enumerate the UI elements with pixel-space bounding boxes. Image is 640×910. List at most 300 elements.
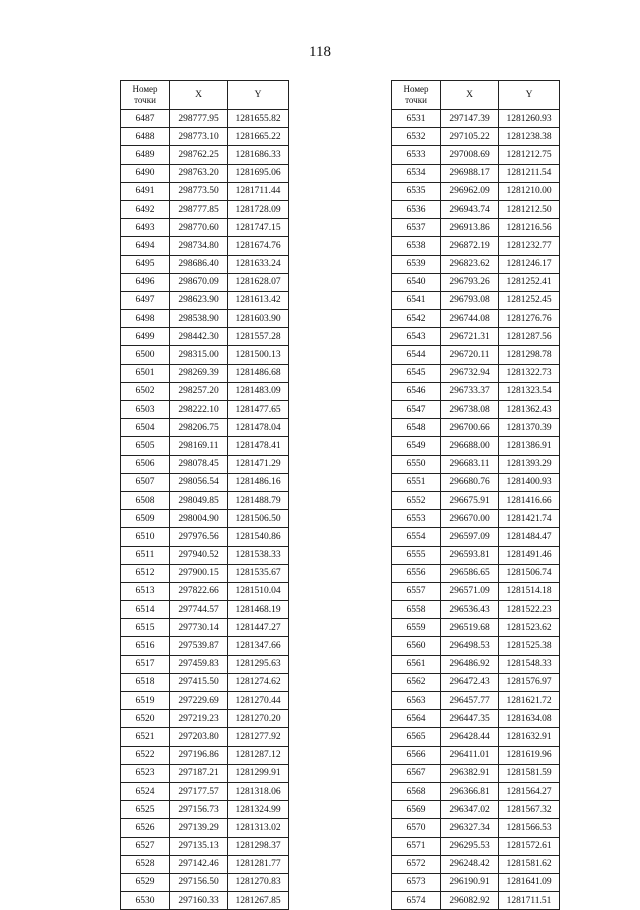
table-row bbox=[392, 710, 560, 728]
x-coordinate-cell: 296295.53 bbox=[441, 837, 499, 855]
point-number-cell: 6572 bbox=[392, 855, 441, 873]
table-row bbox=[392, 291, 560, 309]
x-coordinate-cell: 296519.68 bbox=[441, 619, 499, 637]
y-coordinate-cell: 1281260.93 bbox=[499, 110, 560, 128]
table-row bbox=[121, 291, 289, 309]
table-row bbox=[121, 382, 289, 400]
coordinates-table-right bbox=[391, 80, 560, 910]
x-coordinate-cell: 297147.39 bbox=[441, 110, 499, 128]
point-number-cell: 6535 bbox=[392, 182, 441, 200]
point-number-cell: 6518 bbox=[121, 673, 170, 691]
point-number-cell: 6489 bbox=[121, 146, 170, 164]
table-row bbox=[392, 237, 560, 255]
table-row bbox=[392, 128, 560, 146]
x-coordinate-cell: 296411.01 bbox=[441, 746, 499, 764]
y-coordinate-cell: 1281477.65 bbox=[228, 401, 289, 419]
x-coordinate-cell: 296190.91 bbox=[441, 873, 499, 891]
point-number-cell: 6538 bbox=[392, 237, 441, 255]
table-row bbox=[121, 546, 289, 564]
x-coordinate-cell: 296536.43 bbox=[441, 601, 499, 619]
point-number-cell: 6545 bbox=[392, 364, 441, 382]
point-number-cell: 6492 bbox=[121, 200, 170, 218]
y-coordinate-cell: 1281277.92 bbox=[228, 728, 289, 746]
table-row bbox=[121, 273, 289, 291]
x-coordinate-cell: 297415.50 bbox=[170, 673, 228, 691]
x-coordinate-cell: 296823.62 bbox=[441, 255, 499, 273]
header-point-number: Номер точки bbox=[121, 81, 170, 110]
y-coordinate-cell: 1281641.09 bbox=[499, 873, 560, 891]
y-coordinate-cell: 1281695.06 bbox=[228, 164, 289, 182]
y-coordinate-cell: 1281506.74 bbox=[499, 564, 560, 582]
x-coordinate-cell: 297744.57 bbox=[170, 601, 228, 619]
table-row bbox=[121, 510, 289, 528]
x-coordinate-cell: 297142.46 bbox=[170, 855, 228, 873]
x-coordinate-cell: 298773.10 bbox=[170, 128, 228, 146]
y-coordinate-cell: 1281500.13 bbox=[228, 346, 289, 364]
y-coordinate-cell: 1281522.23 bbox=[499, 601, 560, 619]
table-row bbox=[392, 382, 560, 400]
table-row bbox=[392, 873, 560, 891]
table-row bbox=[121, 146, 289, 164]
y-coordinate-cell: 1281252.41 bbox=[499, 273, 560, 291]
point-number-cell: 6546 bbox=[392, 382, 441, 400]
y-coordinate-cell: 1281298.78 bbox=[499, 346, 560, 364]
table-row bbox=[121, 491, 289, 509]
y-coordinate-cell: 1281370.39 bbox=[499, 419, 560, 437]
x-coordinate-cell: 297539.87 bbox=[170, 637, 228, 655]
table-row bbox=[392, 601, 560, 619]
y-coordinate-cell: 1281478.04 bbox=[228, 419, 289, 437]
x-coordinate-cell: 296738.08 bbox=[441, 401, 499, 419]
y-coordinate-cell: 1281613.42 bbox=[228, 291, 289, 309]
y-coordinate-cell: 1281633.24 bbox=[228, 255, 289, 273]
y-coordinate-cell: 1281548.33 bbox=[499, 655, 560, 673]
point-number-cell: 6504 bbox=[121, 419, 170, 437]
y-coordinate-cell: 1281276.76 bbox=[499, 310, 560, 328]
point-number-cell: 6529 bbox=[121, 873, 170, 891]
y-coordinate-cell: 1281523.62 bbox=[499, 619, 560, 637]
x-coordinate-cell: 296498.53 bbox=[441, 637, 499, 655]
y-coordinate-cell: 1281362.43 bbox=[499, 401, 560, 419]
point-number-cell: 6501 bbox=[121, 364, 170, 382]
x-coordinate-cell: 297459.83 bbox=[170, 655, 228, 673]
table-row bbox=[392, 692, 560, 710]
x-coordinate-cell: 298773.50 bbox=[170, 182, 228, 200]
point-number-cell: 6494 bbox=[121, 237, 170, 255]
x-coordinate-cell: 296457.77 bbox=[441, 692, 499, 710]
point-number-cell: 6505 bbox=[121, 437, 170, 455]
point-number-cell: 6497 bbox=[121, 291, 170, 309]
point-number-cell: 6522 bbox=[121, 746, 170, 764]
y-coordinate-cell: 1281581.62 bbox=[499, 855, 560, 873]
y-coordinate-cell: 1281603.90 bbox=[228, 310, 289, 328]
y-coordinate-cell: 1281386.91 bbox=[499, 437, 560, 455]
table-row bbox=[121, 200, 289, 218]
y-coordinate-cell: 1281287.56 bbox=[499, 328, 560, 346]
point-number-cell: 6521 bbox=[121, 728, 170, 746]
table-row bbox=[392, 892, 560, 910]
y-coordinate-cell: 1281711.44 bbox=[228, 182, 289, 200]
x-coordinate-cell: 298670.09 bbox=[170, 273, 228, 291]
table-row bbox=[392, 637, 560, 655]
y-coordinate-cell: 1281313.02 bbox=[228, 819, 289, 837]
table-row bbox=[121, 819, 289, 837]
point-number-cell: 6517 bbox=[121, 655, 170, 673]
table-row bbox=[121, 637, 289, 655]
point-number-cell: 6558 bbox=[392, 601, 441, 619]
x-coordinate-cell: 297105.22 bbox=[441, 128, 499, 146]
table-row bbox=[392, 164, 560, 182]
point-number-cell: 6551 bbox=[392, 473, 441, 491]
x-coordinate-cell: 296593.81 bbox=[441, 546, 499, 564]
x-coordinate-cell: 297229.69 bbox=[170, 692, 228, 710]
y-coordinate-cell: 1281628.07 bbox=[228, 273, 289, 291]
y-coordinate-cell: 1281246.17 bbox=[499, 255, 560, 273]
point-number-cell: 6549 bbox=[392, 437, 441, 455]
point-number-cell: 6571 bbox=[392, 837, 441, 855]
point-number-cell: 6563 bbox=[392, 692, 441, 710]
table-row bbox=[392, 819, 560, 837]
y-coordinate-cell: 1281471.29 bbox=[228, 455, 289, 473]
x-coordinate-cell: 297008.69 bbox=[441, 146, 499, 164]
point-number-cell: 6514 bbox=[121, 601, 170, 619]
header-point-number: Номер точки bbox=[392, 81, 441, 110]
table-row bbox=[121, 310, 289, 328]
point-number-cell: 6510 bbox=[121, 528, 170, 546]
table-row bbox=[121, 746, 289, 764]
point-number-cell: 6548 bbox=[392, 419, 441, 437]
table-row bbox=[121, 164, 289, 182]
point-number-cell: 6487 bbox=[121, 110, 170, 128]
x-coordinate-cell: 296382.91 bbox=[441, 764, 499, 782]
table-row bbox=[121, 782, 289, 800]
x-coordinate-cell: 297822.66 bbox=[170, 582, 228, 600]
point-number-cell: 6525 bbox=[121, 801, 170, 819]
y-coordinate-cell: 1281567.32 bbox=[499, 801, 560, 819]
x-coordinate-cell: 296586.65 bbox=[441, 564, 499, 582]
point-number-cell: 6539 bbox=[392, 255, 441, 273]
table-row bbox=[392, 528, 560, 546]
x-coordinate-cell: 298777.95 bbox=[170, 110, 228, 128]
point-number-cell: 6493 bbox=[121, 219, 170, 237]
point-number-cell: 6515 bbox=[121, 619, 170, 637]
table-row bbox=[392, 146, 560, 164]
table-row bbox=[121, 619, 289, 637]
point-number-cell: 6565 bbox=[392, 728, 441, 746]
x-coordinate-cell: 297900.15 bbox=[170, 564, 228, 582]
point-number-cell: 6520 bbox=[121, 710, 170, 728]
table-row bbox=[121, 219, 289, 237]
point-number-cell: 6508 bbox=[121, 491, 170, 509]
table-row bbox=[392, 837, 560, 855]
point-number-cell: 6506 bbox=[121, 455, 170, 473]
x-coordinate-cell: 298777.85 bbox=[170, 200, 228, 218]
x-coordinate-cell: 296082.92 bbox=[441, 892, 499, 910]
table-row bbox=[121, 328, 289, 346]
point-number-cell: 6511 bbox=[121, 546, 170, 564]
point-number-cell: 6523 bbox=[121, 764, 170, 782]
y-coordinate-cell: 1281281.77 bbox=[228, 855, 289, 873]
point-number-cell: 6516 bbox=[121, 637, 170, 655]
point-number-cell: 6503 bbox=[121, 401, 170, 419]
table-row bbox=[121, 710, 289, 728]
table-row bbox=[392, 182, 560, 200]
y-coordinate-cell: 1281674.76 bbox=[228, 237, 289, 255]
point-number-cell: 6566 bbox=[392, 746, 441, 764]
table-row bbox=[392, 746, 560, 764]
point-number-cell: 6544 bbox=[392, 346, 441, 364]
point-number-cell: 6509 bbox=[121, 510, 170, 528]
y-coordinate-cell: 1281728.09 bbox=[228, 200, 289, 218]
point-number-cell: 6540 bbox=[392, 273, 441, 291]
y-coordinate-cell: 1281488.79 bbox=[228, 491, 289, 509]
y-coordinate-cell: 1281270.44 bbox=[228, 692, 289, 710]
y-coordinate-cell: 1281347.66 bbox=[228, 637, 289, 655]
x-coordinate-cell: 296700.66 bbox=[441, 419, 499, 437]
x-coordinate-cell: 296447.35 bbox=[441, 710, 499, 728]
table-row bbox=[392, 255, 560, 273]
table-row bbox=[121, 364, 289, 382]
table-row bbox=[121, 346, 289, 364]
x-coordinate-cell: 298206.75 bbox=[170, 419, 228, 437]
table-row bbox=[121, 255, 289, 273]
y-coordinate-cell: 1281572.61 bbox=[499, 837, 560, 855]
x-coordinate-cell: 296988.17 bbox=[441, 164, 499, 182]
y-coordinate-cell: 1281212.75 bbox=[499, 146, 560, 164]
x-coordinate-cell: 298763.20 bbox=[170, 164, 228, 182]
point-number-cell: 6531 bbox=[392, 110, 441, 128]
x-coordinate-cell: 296688.00 bbox=[441, 437, 499, 455]
table-row bbox=[392, 346, 560, 364]
x-coordinate-cell: 298315.00 bbox=[170, 346, 228, 364]
x-coordinate-cell: 297156.73 bbox=[170, 801, 228, 819]
x-coordinate-cell: 296675.91 bbox=[441, 491, 499, 509]
x-coordinate-cell: 297160.33 bbox=[170, 892, 228, 910]
point-number-cell: 6555 bbox=[392, 546, 441, 564]
table-row bbox=[392, 782, 560, 800]
y-coordinate-cell: 1281576.97 bbox=[499, 673, 560, 691]
table-row bbox=[392, 764, 560, 782]
x-coordinate-cell: 298049.85 bbox=[170, 491, 228, 509]
x-coordinate-cell: 296571.09 bbox=[441, 582, 499, 600]
x-coordinate-cell: 298734.80 bbox=[170, 237, 228, 255]
table-row bbox=[392, 564, 560, 582]
coordinates-table-left bbox=[120, 80, 289, 910]
point-number-cell: 6550 bbox=[392, 455, 441, 473]
x-coordinate-cell: 296670.00 bbox=[441, 510, 499, 528]
y-coordinate-cell: 1281468.19 bbox=[228, 601, 289, 619]
table-row bbox=[121, 419, 289, 437]
point-number-cell: 6543 bbox=[392, 328, 441, 346]
x-coordinate-cell: 296486.92 bbox=[441, 655, 499, 673]
table-row bbox=[392, 855, 560, 873]
y-coordinate-cell: 1281483.09 bbox=[228, 382, 289, 400]
point-number-cell: 6547 bbox=[392, 401, 441, 419]
x-coordinate-cell: 298623.90 bbox=[170, 291, 228, 309]
y-coordinate-cell: 1281287.12 bbox=[228, 746, 289, 764]
y-coordinate-cell: 1281324.99 bbox=[228, 801, 289, 819]
y-coordinate-cell: 1281322.73 bbox=[499, 364, 560, 382]
table-row bbox=[121, 110, 289, 128]
table-row bbox=[392, 546, 560, 564]
y-coordinate-cell: 1281267.85 bbox=[228, 892, 289, 910]
x-coordinate-cell: 297135.13 bbox=[170, 837, 228, 855]
table-row bbox=[121, 182, 289, 200]
x-coordinate-cell: 297196.86 bbox=[170, 746, 228, 764]
point-number-cell: 6568 bbox=[392, 782, 441, 800]
point-number-cell: 6526 bbox=[121, 819, 170, 837]
x-coordinate-cell: 296744.08 bbox=[441, 310, 499, 328]
point-number-cell: 6564 bbox=[392, 710, 441, 728]
x-coordinate-cell: 296683.11 bbox=[441, 455, 499, 473]
point-number-cell: 6552 bbox=[392, 491, 441, 509]
y-coordinate-cell: 1281619.96 bbox=[499, 746, 560, 764]
point-number-cell: 6495 bbox=[121, 255, 170, 273]
x-coordinate-cell: 298770.60 bbox=[170, 219, 228, 237]
point-number-cell: 6542 bbox=[392, 310, 441, 328]
y-coordinate-cell: 1281486.16 bbox=[228, 473, 289, 491]
table-row bbox=[392, 491, 560, 509]
point-number-cell: 6554 bbox=[392, 528, 441, 546]
x-coordinate-cell: 297156.50 bbox=[170, 873, 228, 891]
y-coordinate-cell: 1281298.37 bbox=[228, 837, 289, 855]
y-coordinate-cell: 1281270.83 bbox=[228, 873, 289, 891]
x-coordinate-cell: 298686.40 bbox=[170, 255, 228, 273]
header-x: X bbox=[170, 81, 228, 110]
page-number: 118 bbox=[309, 44, 331, 60]
x-coordinate-cell: 296248.42 bbox=[441, 855, 499, 873]
x-coordinate-cell: 296472.43 bbox=[441, 673, 499, 691]
y-coordinate-cell: 1281540.86 bbox=[228, 528, 289, 546]
table-row bbox=[121, 128, 289, 146]
point-number-cell: 6519 bbox=[121, 692, 170, 710]
table-row bbox=[392, 273, 560, 291]
x-coordinate-cell: 297177.57 bbox=[170, 782, 228, 800]
point-number-cell: 6502 bbox=[121, 382, 170, 400]
y-coordinate-cell: 1281299.91 bbox=[228, 764, 289, 782]
x-coordinate-cell: 296943.74 bbox=[441, 200, 499, 218]
x-coordinate-cell: 297139.29 bbox=[170, 819, 228, 837]
point-number-cell: 6541 bbox=[392, 291, 441, 309]
y-coordinate-cell: 1281210.00 bbox=[499, 182, 560, 200]
table-row bbox=[121, 528, 289, 546]
x-coordinate-cell: 296428.44 bbox=[441, 728, 499, 746]
table-row bbox=[392, 401, 560, 419]
point-number-cell: 6499 bbox=[121, 328, 170, 346]
y-coordinate-cell: 1281486.68 bbox=[228, 364, 289, 382]
y-coordinate-cell: 1281525.38 bbox=[499, 637, 560, 655]
x-coordinate-cell: 298538.90 bbox=[170, 310, 228, 328]
y-coordinate-cell: 1281447.27 bbox=[228, 619, 289, 637]
table-row bbox=[121, 728, 289, 746]
y-coordinate-cell: 1281216.56 bbox=[499, 219, 560, 237]
x-coordinate-cell: 296733.37 bbox=[441, 382, 499, 400]
x-coordinate-cell: 297187.21 bbox=[170, 764, 228, 782]
table-row bbox=[121, 855, 289, 873]
point-number-cell: 6532 bbox=[392, 128, 441, 146]
table-row bbox=[121, 564, 289, 582]
y-coordinate-cell: 1281581.59 bbox=[499, 764, 560, 782]
x-coordinate-cell: 298222.10 bbox=[170, 401, 228, 419]
table-row bbox=[392, 473, 560, 491]
point-number-cell: 6569 bbox=[392, 801, 441, 819]
x-coordinate-cell: 296721.31 bbox=[441, 328, 499, 346]
point-number-cell: 6512 bbox=[121, 564, 170, 582]
header-y: Y bbox=[228, 81, 289, 110]
y-coordinate-cell: 1281274.62 bbox=[228, 673, 289, 691]
x-coordinate-cell: 296913.86 bbox=[441, 219, 499, 237]
table-row bbox=[392, 437, 560, 455]
point-number-cell: 6570 bbox=[392, 819, 441, 837]
x-coordinate-cell: 297219.23 bbox=[170, 710, 228, 728]
table-row bbox=[121, 764, 289, 782]
y-coordinate-cell: 1281711.51 bbox=[499, 892, 560, 910]
x-coordinate-cell: 297940.52 bbox=[170, 546, 228, 564]
x-coordinate-cell: 296962.09 bbox=[441, 182, 499, 200]
point-number-cell: 6488 bbox=[121, 128, 170, 146]
table-row bbox=[121, 437, 289, 455]
point-number-cell: 6573 bbox=[392, 873, 441, 891]
table-row bbox=[121, 873, 289, 891]
x-coordinate-cell: 298004.90 bbox=[170, 510, 228, 528]
table-row bbox=[121, 655, 289, 673]
table-row bbox=[392, 364, 560, 382]
y-coordinate-cell: 1281421.74 bbox=[499, 510, 560, 528]
x-coordinate-cell: 297730.14 bbox=[170, 619, 228, 637]
x-coordinate-cell: 296347.02 bbox=[441, 801, 499, 819]
y-coordinate-cell: 1281478.41 bbox=[228, 437, 289, 455]
x-coordinate-cell: 296793.26 bbox=[441, 273, 499, 291]
point-number-cell: 6567 bbox=[392, 764, 441, 782]
x-coordinate-cell: 298762.25 bbox=[170, 146, 228, 164]
table-row bbox=[392, 328, 560, 346]
table-row bbox=[392, 200, 560, 218]
table-row bbox=[121, 837, 289, 855]
point-number-cell: 6534 bbox=[392, 164, 441, 182]
y-coordinate-cell: 1281655.82 bbox=[228, 110, 289, 128]
y-coordinate-cell: 1281270.20 bbox=[228, 710, 289, 728]
header-y: Y bbox=[499, 81, 560, 110]
y-coordinate-cell: 1281538.33 bbox=[228, 546, 289, 564]
point-number-cell: 6507 bbox=[121, 473, 170, 491]
table-row bbox=[392, 455, 560, 473]
table-row bbox=[121, 892, 289, 910]
x-coordinate-cell: 298257.20 bbox=[170, 382, 228, 400]
y-coordinate-cell: 1281686.33 bbox=[228, 146, 289, 164]
point-number-cell: 6490 bbox=[121, 164, 170, 182]
x-coordinate-cell: 298442.30 bbox=[170, 328, 228, 346]
point-number-cell: 6500 bbox=[121, 346, 170, 364]
y-coordinate-cell: 1281393.29 bbox=[499, 455, 560, 473]
table-row bbox=[392, 673, 560, 691]
y-coordinate-cell: 1281318.06 bbox=[228, 782, 289, 800]
x-coordinate-cell: 297976.56 bbox=[170, 528, 228, 546]
x-coordinate-cell: 298078.45 bbox=[170, 455, 228, 473]
x-coordinate-cell: 298169.11 bbox=[170, 437, 228, 455]
table-row bbox=[121, 601, 289, 619]
y-coordinate-cell: 1281510.04 bbox=[228, 582, 289, 600]
table-row bbox=[121, 582, 289, 600]
table-row bbox=[392, 510, 560, 528]
y-coordinate-cell: 1281566.53 bbox=[499, 819, 560, 837]
y-coordinate-cell: 1281323.54 bbox=[499, 382, 560, 400]
y-coordinate-cell: 1281514.18 bbox=[499, 582, 560, 600]
x-coordinate-cell: 296680.76 bbox=[441, 473, 499, 491]
y-coordinate-cell: 1281506.50 bbox=[228, 510, 289, 528]
table-header-row bbox=[121, 81, 289, 110]
table-row bbox=[121, 801, 289, 819]
y-coordinate-cell: 1281211.54 bbox=[499, 164, 560, 182]
